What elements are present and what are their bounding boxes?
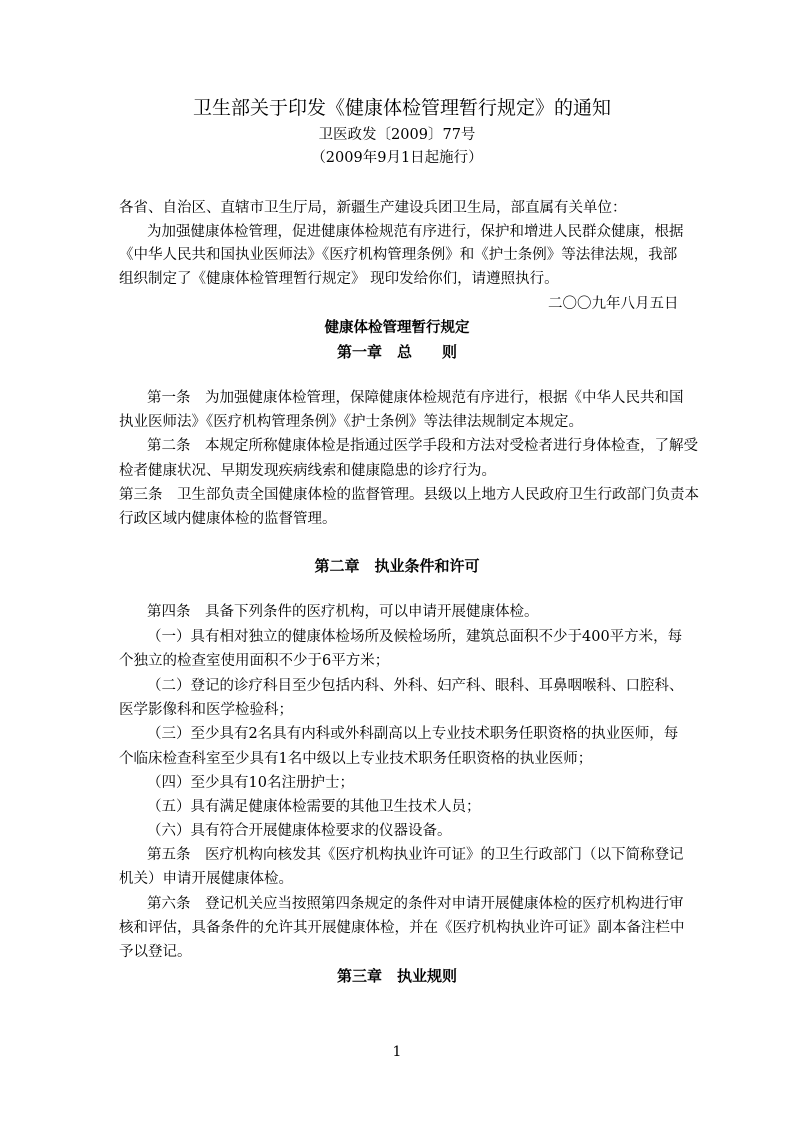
article-line: 第三条 卫生部负责全国健康体检的监督管理。县级以上地方人民政府卫生行政部门负责本: [119, 487, 699, 503]
article-line: 个独立的检查室使用面积不少于6平方米；: [119, 653, 390, 669]
article-line: 医学影像科和医学检验科；: [119, 702, 293, 718]
addressee: 各省、自治区、直辖市卫生厅局，新疆生产建设兵团卫生局，部直属有关单位：: [119, 200, 627, 216]
article-line: 执业医师法》《医疗机构管理条例》《护士条例》等法律法规制定本规定。: [119, 414, 583, 430]
article-line: 予以登记。: [119, 944, 192, 960]
article-line: 机关）申请开展健康体检。: [119, 871, 293, 887]
notice-body-line: 组织制定了《健康体检管理暂行规定》 现印发给你们，请遵照执行。: [119, 271, 559, 287]
article-line: 第一条 为加强健康体检管理，保障健康体检规范有序进行，根据《中华人民共和国: [147, 390, 684, 406]
article-line: （二）登记的诊疗科目至少包括内科、外科、妇产科、眼科、耳鼻咽喉科、口腔科、: [147, 678, 684, 694]
article-line: 检者健康状况、早期发现疾病线索和健康隐患的诊疗行为。: [119, 463, 496, 479]
chapter-heading: 第三章 执业规则: [336, 967, 457, 985]
article-line: （四）至少具有10名注册护士；: [147, 775, 354, 791]
article-line: 行政区域内健康体检的监督管理。: [119, 511, 337, 527]
notice-date: 二〇〇九年八月五日: [548, 296, 679, 312]
article-line: （六）具有符合开展健康体检要求的仪器设备。: [147, 823, 452, 839]
chapter-heading: 第一章 总 则: [336, 343, 457, 361]
page-number: 1: [392, 1044, 402, 1060]
article-line: （三）至少具有2名具有内科或外科副高以上专业技术职务任职资格的执业医师，每: [147, 726, 679, 742]
regulation-title: 健康体检管理暂行规定: [324, 319, 470, 336]
article-line: 个临床检查科室至少具有1名中级以上专业技术职务任职资格的执业医师；: [119, 751, 593, 767]
notice-body-line: 为加强健康体检管理，促进健康体检规范有序进行，保护和增进人民群众健康，根据: [147, 224, 684, 240]
article-line: （一）具有相对独立的健康体检场所及候检场所，建筑总面积不少于400平方米，每: [147, 629, 683, 645]
article-line: （五）具有满足健康体检需要的其他卫生技术人员；: [147, 799, 481, 815]
chapter-heading: 第二章 执业条件和许可: [314, 557, 480, 575]
article-line: 第五条 医疗机构向核发其《医疗机构执业许可证》的卫生行政部门（以下简称登记: [147, 847, 684, 863]
notice-body-line: 《中华人民共和国执业医师法》《医疗机构管理条例》和《护士条例》等法律法规，我部: [119, 247, 678, 263]
article-line: 第二条 本规定所称健康体检是指通过医学手段和方法对受检者进行身体检查，了解受: [147, 438, 698, 454]
document-number: 卫医政发〔2009〕77号: [318, 127, 476, 143]
article-line: 第四条 具备下列条件的医疗机构，可以申请开展健康体检。: [147, 604, 539, 620]
effective-date: （2009年9月1日起施行）: [311, 150, 483, 166]
article-line: 核和评估，具备条件的允许其开展健康体检，并在《医疗机构执业许可证》副本备注栏中: [119, 920, 685, 936]
document-title: 卫生部关于印发《健康体检管理暂行规定》的通知: [193, 97, 612, 119]
article-line: 第六条 登记机关应当按照第四条规定的条件对申请开展健康体检的医疗机构进行审: [147, 896, 684, 912]
